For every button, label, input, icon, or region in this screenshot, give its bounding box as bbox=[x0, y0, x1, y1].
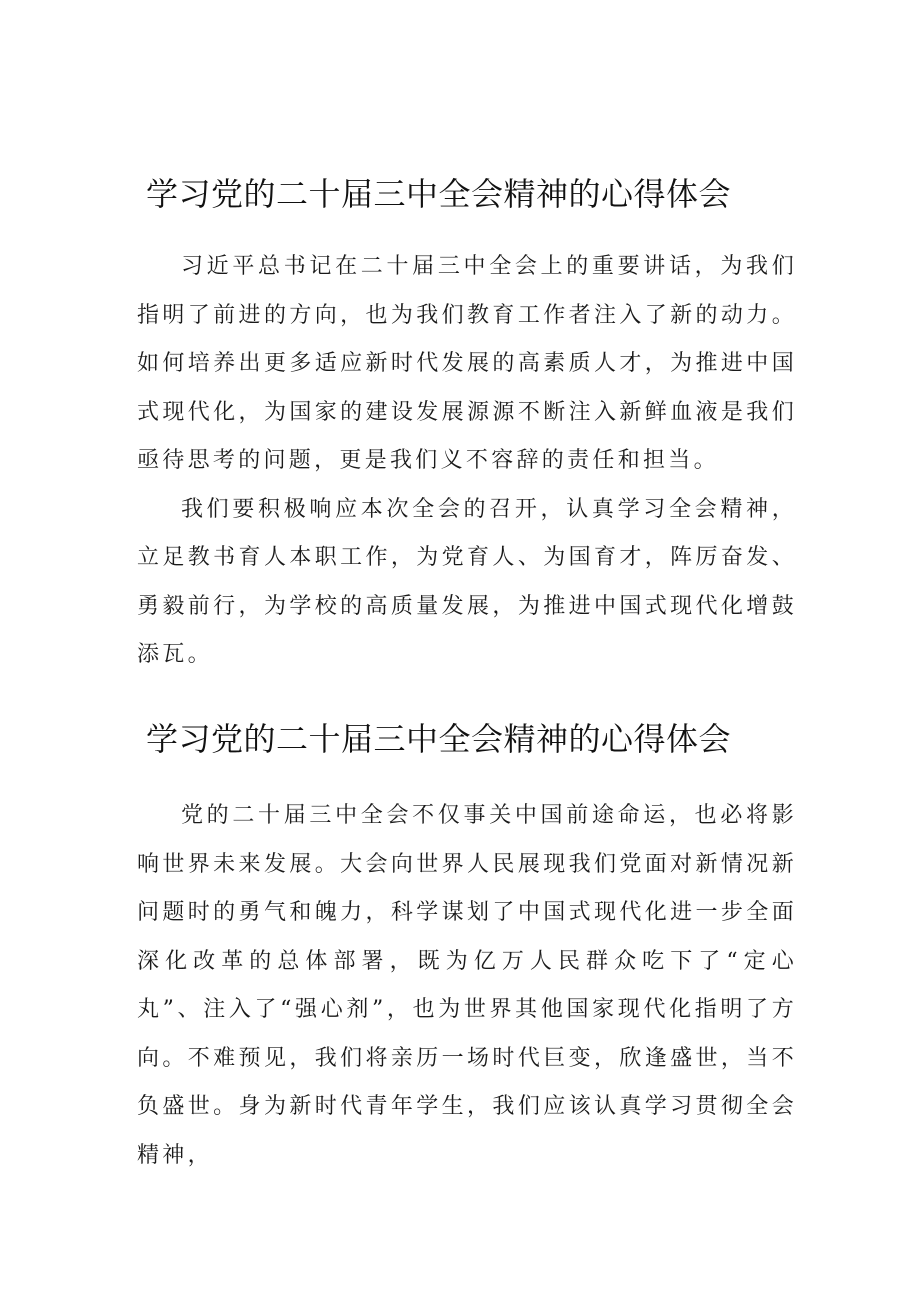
article-body bbox=[137, 792, 797, 1180]
paragraph: 习近平总书记在二十届三中全会上的重要讲话，为我们指明了前进的方向，也为我们教育工作者注入了新的动力。如何培养出更多适应新时代发展的高素质人才，为推进中国式现代化，为国家的建设发展源源不断注入新鲜血液是我们亟待思考的问题，更是我们义不容辞的责任和担当。 bbox=[137, 254, 797, 473]
article-section-1 bbox=[0, 170, 920, 667]
article-title: 学习党的二十届三中全会精神的心得体会 bbox=[146, 175, 732, 213]
paragraph: 党的二十届三中全会不仅事关中国前途命运，也必将影响世界未来发展。大会向世界人民展现我们党面对新情况新问题时的勇气和魄力，科学谋划了中国式现代化进一步全面深化改革的总体部署，既为亿万人民群众吃下了“定心丸”、注入了“强心剂”，也为世界其他国家现代化指明了方向。不难预见，我们将亲历一场时代巨变，欣逢盛世，当不负盛世。身为新时代青年学生，我们应该认真学习贯彻全会精神， bbox=[137, 803, 797, 1168]
article-body bbox=[137, 243, 797, 680]
article-title: 学习党的二十届三中全会精神的心得体会 bbox=[146, 720, 732, 758]
article-section-2 bbox=[0, 715, 920, 1168]
paragraph: 我们要积极响应本次全会的召开，认真学习全会精神，立足教书育人本职工作，为党育人、为国育才，阵厉奋发、勇毅前行，为学校的高质量发展，为推进中国式现代化增鼓添瓦。 bbox=[137, 496, 797, 667]
